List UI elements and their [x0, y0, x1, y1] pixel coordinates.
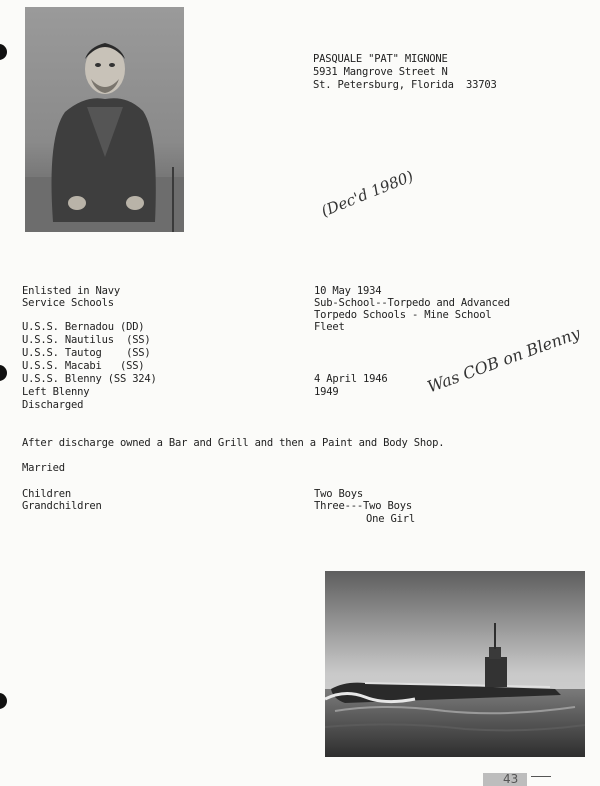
- cob-annotation: Was COB on Blenny: [424, 323, 583, 397]
- bernadou-value: Fleet: [314, 321, 345, 333]
- schools-value-line-2: Torpedo Schools - Mine School: [314, 309, 492, 321]
- punch-hole-top: [0, 44, 7, 60]
- ship-name: U.S.S. Macabi (SS): [22, 360, 145, 372]
- discharged-label: Discharged: [22, 399, 84, 411]
- punch-hole-middle: [0, 365, 7, 381]
- street-address: 5931 Mangrove Street N: [313, 66, 448, 78]
- page-number-underline: [531, 776, 551, 777]
- grandchildren-value-line-2: One Girl: [366, 513, 415, 525]
- portrait-photo: [25, 7, 184, 232]
- married-label: Married: [22, 462, 65, 474]
- ship-name: U.S.S. Bernadou (DD): [22, 321, 145, 333]
- children-label: Children: [22, 488, 71, 500]
- children-value: Two Boys: [314, 488, 363, 500]
- grandchildren-value-line-1: Three---Two Boys: [314, 500, 412, 512]
- person-name: PASQUALE "PAT" MIGNONE: [313, 53, 448, 65]
- page-number: 43: [503, 772, 519, 786]
- ship-name: U.S.S. Blenny (SS 324): [22, 373, 157, 385]
- grandchildren-label: Grandchildren: [22, 500, 102, 512]
- post-discharge-note: After discharge owned a Bar and Grill and then a Paint and Body Shop.: [22, 437, 445, 449]
- punch-hole-bottom: [0, 693, 7, 709]
- ship-name: U.S.S. Tautog (SS): [22, 347, 151, 359]
- deceased-annotation: (Dec'd 1980): [318, 167, 416, 221]
- schools-label: Service Schools: [22, 297, 114, 309]
- enlisted-label: Enlisted in Navy: [22, 285, 120, 297]
- schools-value-line-1: Sub-School--Torpedo and Advanced: [314, 297, 510, 309]
- left-blenny-label: Left Blenny: [22, 386, 90, 398]
- left-blenny-year: 1949: [314, 386, 339, 398]
- enlisted-date: 10 May 1934: [314, 285, 382, 297]
- city-address: St. Petersburg, Florida 33703: [313, 79, 497, 91]
- ship-name: U.S.S. Nautilus (SS): [22, 334, 151, 346]
- blenny-date: 4 April 1946: [314, 373, 388, 385]
- submarine-photo: [325, 571, 585, 757]
